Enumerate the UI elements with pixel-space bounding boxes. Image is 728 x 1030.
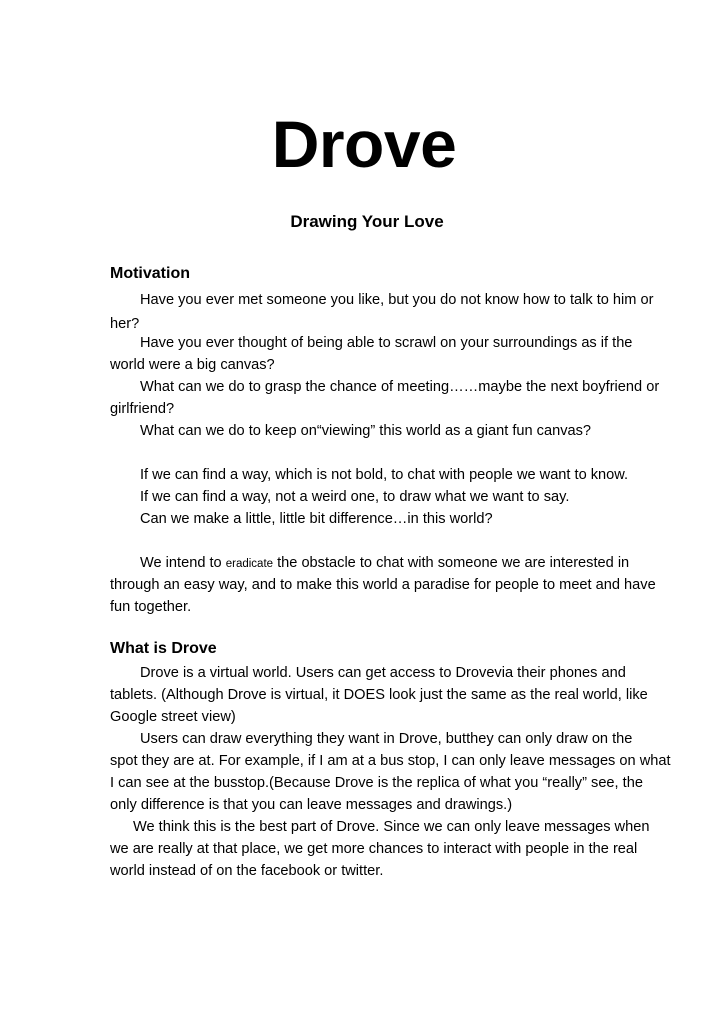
text-span-small: eradicate — [225, 558, 274, 570]
section-heading-motivation: Motivation — [110, 265, 190, 282]
paragraph-line: If we can find a way, which is not bold, to chat with people we want to know. — [140, 467, 629, 483]
paragraph-line: Have you ever thought of being able to scrawl on your surroundings as if the — [140, 335, 633, 351]
paragraph-line: Drove is a virtual world. Users can get access to Drovevia their phones and — [140, 665, 626, 681]
paragraph-line: What can we do to keep on“viewing” this world as a giant fun canvas? — [140, 423, 592, 439]
paragraph-line: we are really at that place, we get more chances to interact with people in the real — [110, 841, 638, 857]
paragraph-line: her? — [110, 316, 140, 332]
paragraph-line: through an easy way, and to make this world a paradise for people to meet and have — [110, 577, 656, 593]
text-span: the obstacle to chat with someone we are interested in — [273, 555, 630, 571]
section-heading-what-is-drove: What is Drove — [110, 640, 217, 657]
paragraph-line: We think this is the best part of Drove. Since we can only leave messages when — [133, 819, 650, 835]
text-span: We intend to — [140, 555, 226, 571]
paragraph-line: Can we make a little, little bit difference…in this world? — [140, 511, 493, 527]
paragraph-line — [140, 553, 629, 574]
paragraph-line: girlfriend? — [110, 401, 175, 417]
paragraph-line: world were a big canvas? — [110, 357, 275, 373]
paragraph-line: What can we do to grasp the chance of meeting……maybe the next boyfriend or — [140, 379, 660, 395]
paragraph-line: Have you ever met someone you like, but you do not know how to talk to him or — [140, 292, 654, 308]
paragraph-line: tablets. (Although Drove is virtual, it DOES look just the same as the real world, like — [110, 687, 648, 703]
document-subtitle: Drawing Your Love — [290, 212, 444, 231]
paragraph-line: Users can draw everything they want in Drove, butthey can only draw on the — [140, 731, 633, 747]
paragraph-line: If we can find a way, not a weird one, to draw what we want to say. — [140, 489, 570, 505]
paragraph-line: I can see at the busstop.(Because Drove is the replica of what you “really” see, the — [110, 775, 643, 791]
paragraph-line: spot they are at. For example, if I am at a bus stop, I can only leave messages on what — [110, 753, 671, 769]
paragraph-line: only difference is that you can leave messages and drawings.) — [110, 797, 513, 813]
document-title: Drove — [271, 107, 457, 181]
paragraph-line: world instead of on the facebook or twitter. — [110, 863, 384, 879]
paragraph-line: fun together. — [110, 599, 192, 615]
paragraph-line: Google street view) — [110, 709, 236, 725]
